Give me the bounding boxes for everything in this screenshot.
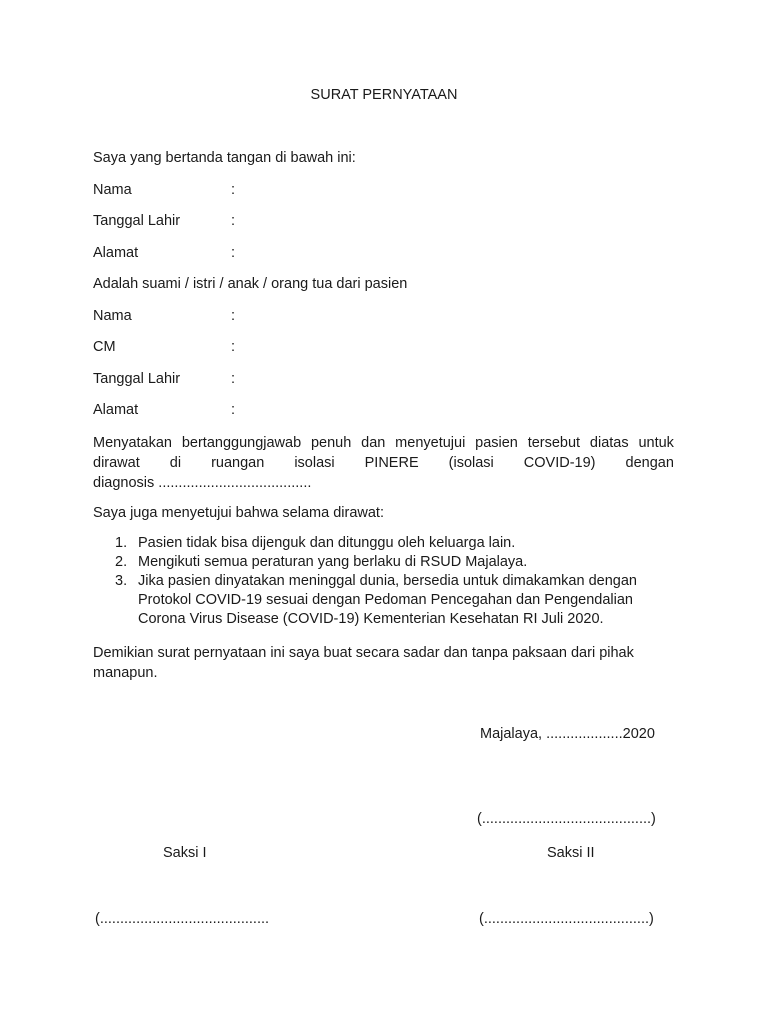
word: bertanggungjawab bbox=[181, 435, 302, 451]
witness-1-label: Saksi I bbox=[163, 845, 207, 861]
statement-line-3 bbox=[93, 473, 674, 493]
list-number: 1. bbox=[115, 535, 128, 551]
word: untuk bbox=[638, 435, 674, 451]
signer-name-label: Nama bbox=[93, 182, 132, 198]
word: Menyatakan bbox=[93, 435, 172, 451]
list-item bbox=[115, 572, 675, 629]
patient-cm-colon: : bbox=[231, 339, 236, 355]
witness-1-signature-line: (.......................................... bbox=[95, 911, 270, 927]
signer-birthdate-colon: : bbox=[231, 213, 236, 229]
witness-2-label: Saksi II bbox=[547, 845, 595, 861]
patient-address-label: Alamat bbox=[93, 402, 139, 418]
patient-address-colon: : bbox=[231, 402, 236, 418]
word: dengan bbox=[625, 455, 674, 471]
word: pasien bbox=[475, 435, 518, 451]
word: diatas bbox=[589, 435, 629, 451]
conditions-list bbox=[115, 534, 675, 629]
witness-2-signature-line: (.........................................) bbox=[479, 911, 654, 927]
list-item bbox=[115, 534, 675, 553]
word: tersebut bbox=[527, 435, 581, 451]
signer-name-colon: : bbox=[231, 182, 236, 198]
word: penuh bbox=[310, 435, 352, 451]
word: di bbox=[169, 455, 182, 471]
word: ruangan bbox=[211, 455, 265, 471]
signer-signature-line: (..........................................) bbox=[477, 811, 656, 827]
list-number: 2. bbox=[115, 554, 128, 570]
list-item bbox=[115, 553, 675, 572]
signer-address-colon: : bbox=[231, 245, 236, 261]
word: COVID-19) bbox=[523, 455, 596, 471]
statement-paragraph bbox=[93, 433, 674, 493]
word: PINERE bbox=[364, 455, 419, 471]
signer-birthdate-label: Tanggal Lahir bbox=[93, 213, 181, 229]
intro-text: Saya yang bertanda tangan di bawah ini: bbox=[93, 150, 356, 166]
patient-cm-label: CM bbox=[93, 339, 116, 355]
signer-address-label: Alamat bbox=[93, 245, 139, 261]
list-text: Mengikuti semua peraturan yang berlaku di RSUD Majalaya. bbox=[138, 554, 528, 570]
patient-name-label: Nama bbox=[93, 308, 132, 324]
patient-birthdate-label: Tanggal Lahir bbox=[93, 371, 181, 387]
word: dirawat bbox=[93, 455, 140, 471]
word: menyetujui bbox=[395, 435, 466, 451]
relation-text: Adalah suami / istri / anak / orang tua dari pasien bbox=[93, 276, 408, 292]
list-text: Jika pasien dinyatakan meninggal dunia, bersedia untuk dimakamkan dengan Protokol COVID-19 sesuai dengan Pedoman Pencegahan dan Pengendalian Corona Virus Disease (COVID-19) Kementerian Kesehatan RI Juli 2020. bbox=[138, 573, 637, 627]
word: isolasi bbox=[294, 455, 335, 471]
statement-line-1 bbox=[93, 433, 674, 453]
list-number: 3. bbox=[115, 573, 128, 589]
diagnosis-line: diagnosis ...................................... bbox=[93, 475, 312, 491]
list-text: Pasien tidak bisa dijenguk dan ditunggu oleh keluarga lain. bbox=[138, 535, 516, 551]
word: dan bbox=[361, 435, 386, 451]
word: (isolasi bbox=[448, 455, 494, 471]
agree-intro: Saya juga menyetujui bahwa selama dirawat: bbox=[93, 505, 384, 521]
closing-paragraph: Demikian surat pernyataan ini saya buat secara sadar dan tanpa paksaan dari pihak manapun. bbox=[93, 645, 634, 681]
patient-name-colon: : bbox=[231, 308, 236, 324]
patient-birthdate-colon: : bbox=[231, 371, 236, 387]
document-title: SURAT PERNYATAAN bbox=[310, 87, 458, 103]
place-date: Majalaya, ...................2020 bbox=[480, 726, 655, 742]
statement-line-2 bbox=[93, 453, 674, 473]
